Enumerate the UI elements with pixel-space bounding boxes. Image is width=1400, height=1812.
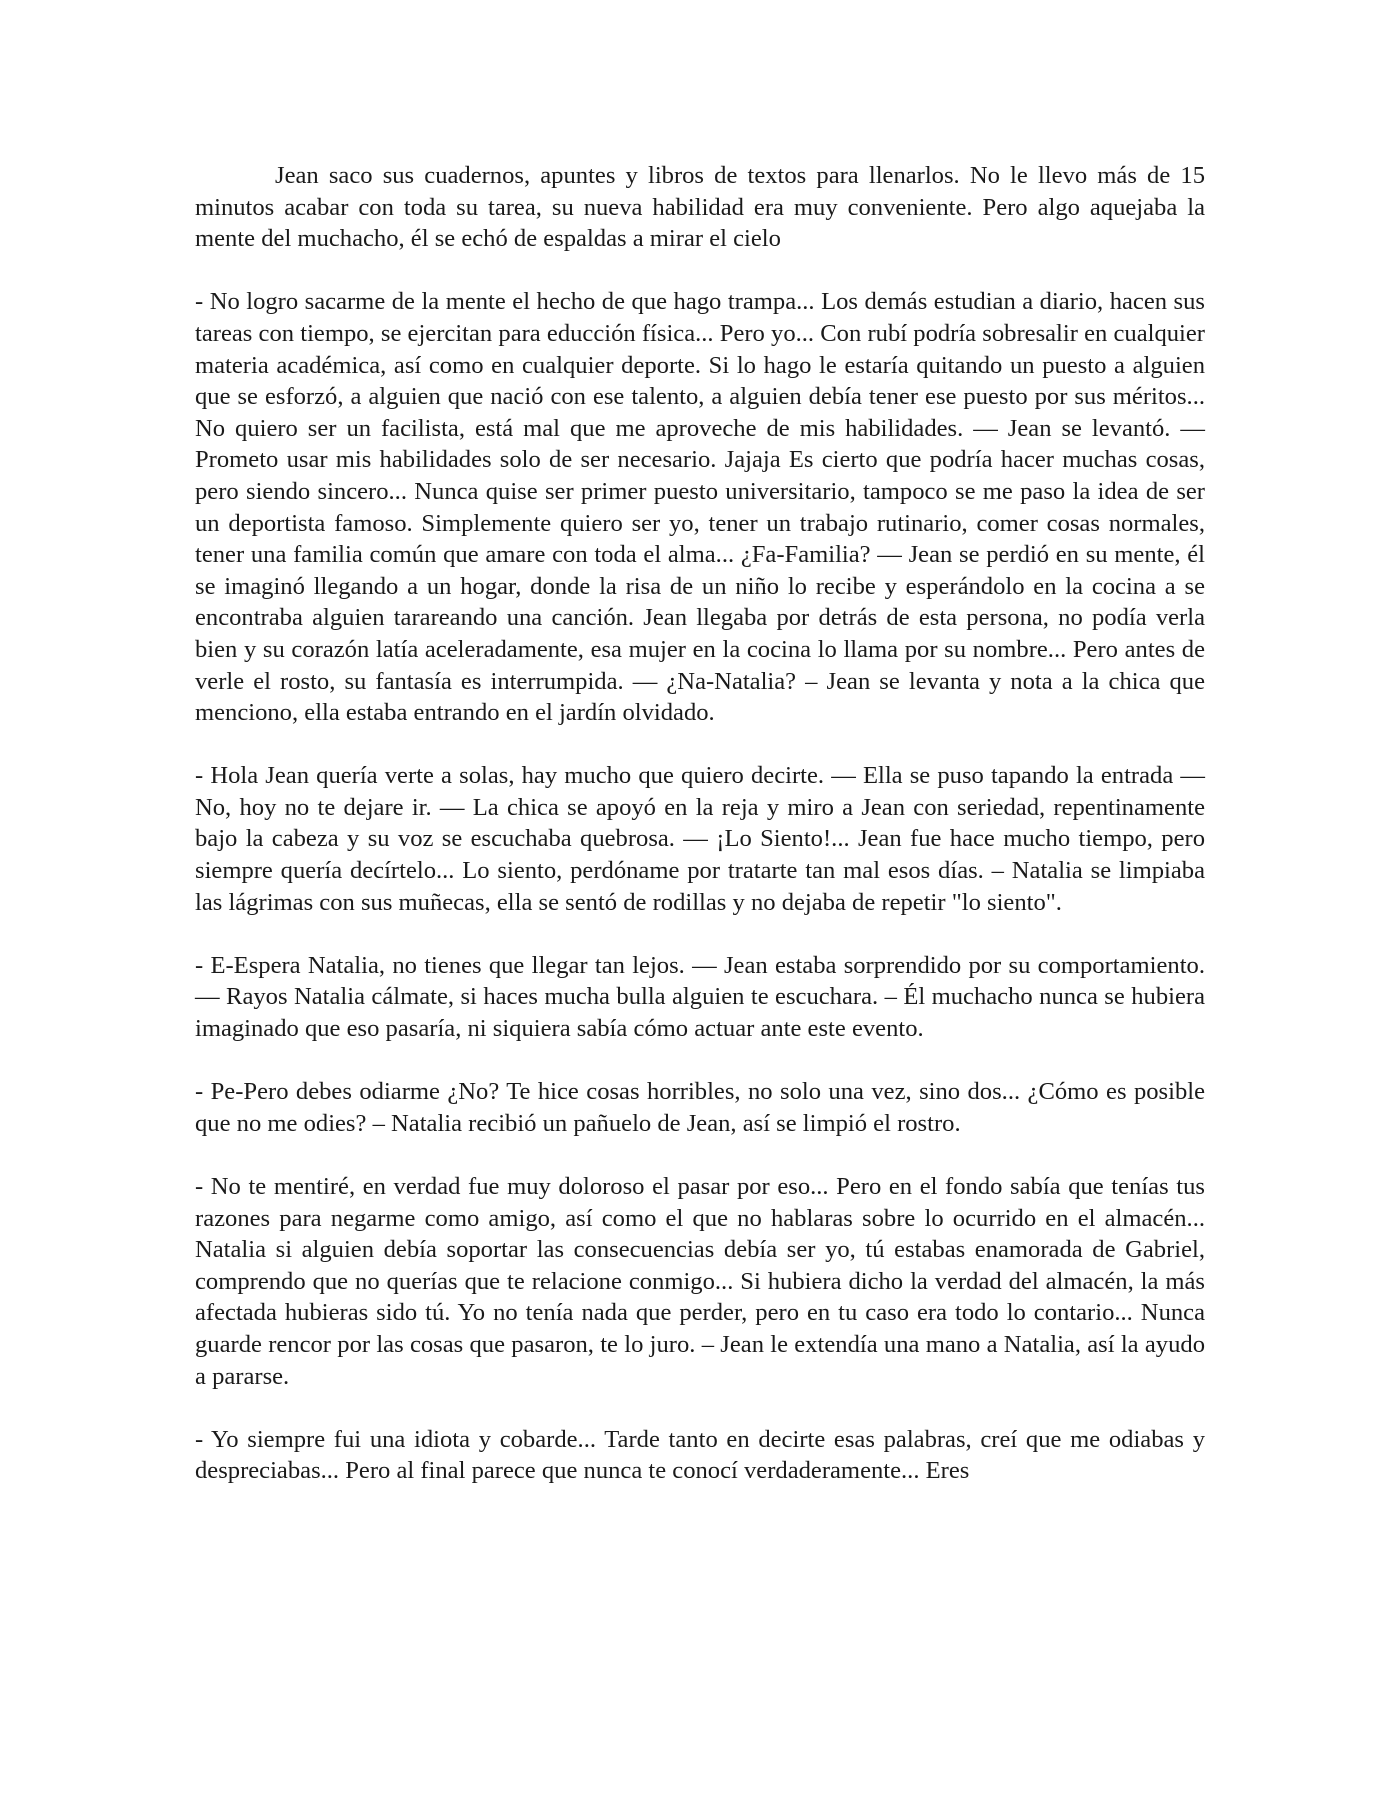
paragraph: - No logro sacarme de la mente el hecho de que hago trampa... Los demás estudian a diario, hacen sus tareas con tiempo, se ejercitan para educción física... Pero yo... Con rubí podría sobresalir en cualquier materia académica, así como en cualquier deporte. Si lo hago le estaría quitando un puesto a alguien que se esforzó, a alguien que nació con ese talento, a alguien debía tener ese puesto por sus méritos... No quiero ser un facilista, está mal que me aproveche de mis habilidades. — Jean se levantó. — Prometo usar mis habilidades solo de ser necesario. Jajaja Es cierto que podría hacer muchas cosas, pero siendo sincero... Nunca quise ser primer puesto universitario, tampoco se me paso la idea de ser un deportista famoso. Simplemente quiero ser yo, tener un trabajo rutinario, comer cosas normales, tener una familia común que amare con toda el alma... ¿Fa-Familia? — Jean se perdió en su mente, él se imaginó llegando a un hogar, donde la risa de un niño lo recibe y esperándolo en la cocina a se encontraba alguien tarareando una canción. Jean llegaba por detrás de esta persona, no podía verla bien y su corazón latía aceleradamente, esa mujer en la cocina lo llama por su nombre... Pero antes de verle el rosto, su fantasía es interrumpida. — ¿Na-Natalia? – Jean se levanta y nota a la chica que menciono, ella estaba entrando en el jardín olvidado.: [195, 288, 1205, 727]
paragraph: - Hola Jean quería verte a solas, hay mucho que quiero decirte. — Ella se puso tapando la entrada — No, hoy no te dejare ir. — La chica se apoyó en la reja y miro a Jean con seriedad, repentinamente bajo la cabeza y su voz se escuchaba quebrosa. — ¡Lo Siento!... Jean fue hace mucho tiempo, pero siempre quería decírtelo... Lo siento, perdóname por tratarte tan mal esos días. – Natalia se limpiaba las lágrimas con sus muñecas, ella se sentó de rodillas y no dejaba de repetir "lo siento".: [195, 762, 1205, 916]
paragraph: - Yo siempre fui una idiota y cobarde... Tarde tanto en decirte esas palabras, creí que me odiabas y despreciabas... Pero al final parece que nunca te conocí verdaderamente... Eres: [195, 1425, 1205, 1485]
document-body: [195, 160, 1205, 1487]
paragraph: - Pe-Pero debes odiarme ¿No? Te hice cosas horribles, no solo una vez, sino dos... ¿Cómo es posible que no me odies? – Natalia recibió un pañuelo de Jean, así se limpió el rostro.: [195, 1078, 1205, 1137]
paragraph: - No te mentiré, en verdad fue muy doloroso el pasar por eso... Pero en el fondo sabía que tenías tus razones para negarme como amigo, así como el que no hablaras sobre lo ocurrido en el almacén... Natalia si alguien debía soportar las consecuencias debía ser yo, tú estabas enamorada de Gabriel, comprendo que no querías que te relacione conmigo... Si hubiera dicho la verdad del almacén, la más afectada hubieras sido tú. Yo no tenía nada que perder, pero en tu caso era todo lo contario... Nunca guarde rencor por las cosas que pasaron, te lo juro. – Jean le extendía una mano a Natalia, así la ayudo a pararse.: [195, 1173, 1205, 1390]
paragraph: Jean saco sus cuadernos, apuntes y libros de textos para llenarlos. No le llevo más de 15 minutos acabar con toda su tarea, su nueva habilidad era muy conveniente. Pero algo aquejaba la mente del muchacho, él se echó de espaldas a mirar el cielo: [195, 162, 1205, 253]
paragraph: - E-Espera Natalia, no tienes que llegar tan lejos. — Jean estaba sorprendido por su comportamiento. — Rayos Natalia cálmate, si haces mucha bulla alguien te escuchara. – Él muchacho nunca se hubiera imaginado que eso pasaría, ni siquiera sabía cómo actuar ante este evento.: [195, 951, 1205, 1043]
